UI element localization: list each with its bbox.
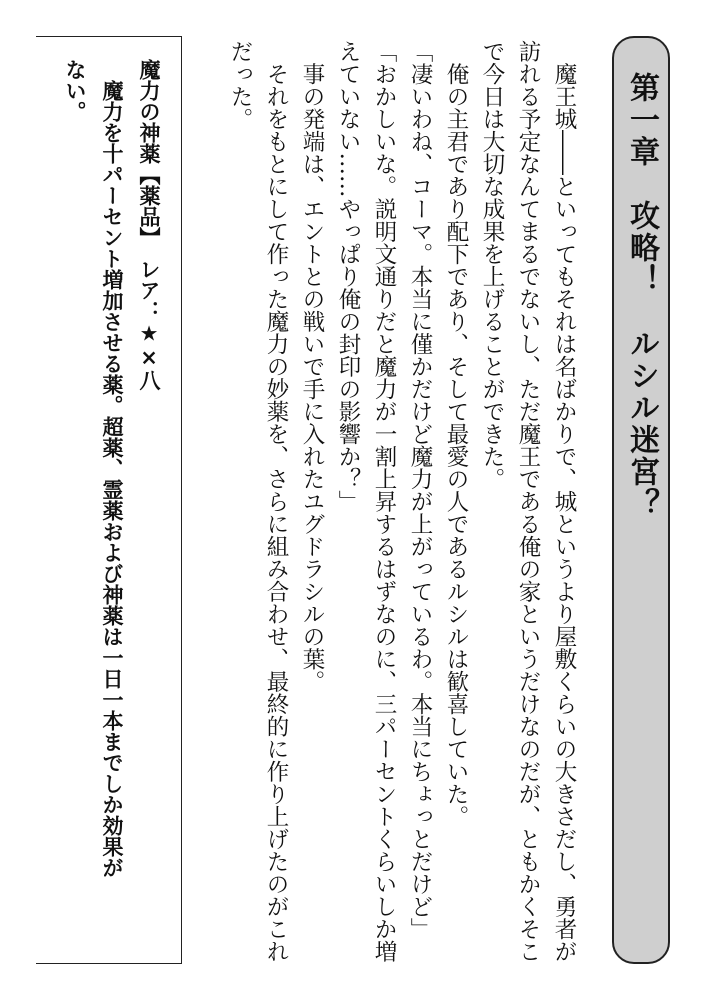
chapter-title: 第一章 攻略！ ルシル迷宮？ bbox=[624, 72, 659, 520]
body-text bbox=[222, 40, 582, 970]
chapter-title-box bbox=[612, 36, 670, 964]
item-header: 魔力の神薬【薬品】 レア：★×八 bbox=[137, 59, 161, 391]
body-line: えていない……やっぱり俺の封印の影響か？」 bbox=[335, 40, 361, 513]
body-line: で今日は大切な成果を上げることができた。 bbox=[479, 40, 505, 490]
body-line: 事の発端は、エントとの戦いで手に入れたユグドラシルの葉。 bbox=[299, 40, 325, 693]
body-line: それをもとにして作った魔力の妙薬を、さらに組み合わせ、最終的に作り上げたのがこれ bbox=[263, 40, 289, 963]
item-description-box bbox=[36, 36, 182, 964]
item-description-line: 魔力を十パーセント増加させる薬。超薬、霊薬および神薬は一日一本までしか効果が bbox=[100, 59, 124, 878]
body-line: 俺の主君であり配下であり、そして最愛の人であるルシルは歓喜していた。 bbox=[443, 40, 469, 828]
body-line: だった。 bbox=[227, 40, 253, 130]
body-line: 「おかしいな。説明文通りだと魔力が一割上昇するはずなのに、三パーセントくらいしか増 bbox=[371, 40, 397, 963]
item-description-line: ない。 bbox=[63, 59, 87, 122]
body-line: 魔王城――といってもそれは名ばかりで、城というより屋敷くらいの大きさだし、勇者が bbox=[551, 40, 577, 963]
body-line: 「凄いわね、コーマ。本当に僅かだけど魔力が上がっているわ。本当にちょっとだけど」 bbox=[407, 40, 433, 940]
body-line: 訪れる予定なんてまるでないし、ただ魔王である俺の家というだけなのだが、ともかくそこ bbox=[515, 40, 541, 963]
